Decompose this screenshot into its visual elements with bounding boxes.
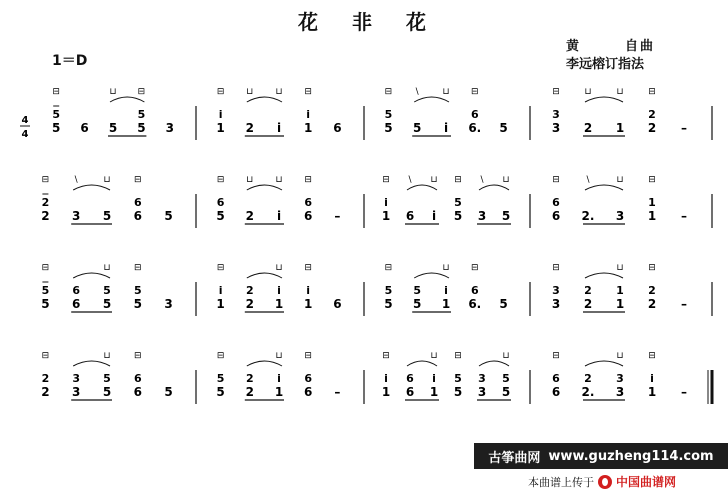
- fingering-mark: ⊟: [134, 263, 142, 273]
- slur-mark: [414, 273, 449, 278]
- fingering-mark: ⊔: [502, 351, 510, 361]
- fingering-mark: ⊔: [246, 87, 254, 97]
- slur-mark: [479, 185, 509, 190]
- score-note: 3: [615, 385, 625, 399]
- score-note: 3: [165, 121, 174, 135]
- score-note: 6: [133, 385, 142, 399]
- fingering-mark: ⊟: [216, 351, 225, 361]
- score-note: 2: [245, 121, 254, 135]
- score-note: 2: [647, 121, 657, 135]
- slur-mark: [407, 361, 437, 366]
- slur-mark: [585, 97, 623, 102]
- score-note: 2: [583, 297, 593, 311]
- harmony-note: 5: [133, 284, 142, 297]
- harmony-note: 5: [413, 284, 422, 297]
- score-note: 6: [551, 385, 561, 399]
- fingering-mark: ⊟: [471, 87, 479, 97]
- fingering-mark: ⊟: [471, 263, 479, 273]
- harmony-note: 5: [41, 284, 50, 297]
- score-note: 5: [413, 121, 422, 135]
- fingering-mark: ⊟: [384, 87, 393, 97]
- score-note: 2: [245, 297, 254, 311]
- harmony-note: 2: [584, 284, 592, 297]
- harmony-note: 5: [502, 372, 510, 385]
- composer-name: 黄: [566, 39, 582, 54]
- fingering-mark: \: [415, 87, 419, 97]
- harmony-note: 6: [470, 284, 479, 297]
- score-note: 1: [274, 385, 284, 399]
- logo-text: 中国曲谱网: [616, 475, 677, 489]
- harmony-note: i: [384, 372, 388, 385]
- harmony-note: 3: [478, 372, 486, 385]
- slur-mark: [407, 185, 437, 190]
- score-note: –: [334, 209, 341, 223]
- score-note: 5: [384, 297, 393, 311]
- fingering-mark: \: [480, 175, 484, 185]
- harmony-note: 2: [41, 196, 50, 209]
- fingering-mark: ⊔: [584, 87, 592, 97]
- harmony-note: i: [306, 284, 311, 297]
- fingering-mark: ⊟: [134, 351, 142, 361]
- score-note: 5: [102, 209, 112, 223]
- fingering-mark: ⊟: [304, 87, 312, 97]
- slur-mark: [73, 273, 110, 278]
- harmony-note: 5: [103, 372, 111, 385]
- score-note: –: [681, 297, 687, 311]
- score-note: 2.: [581, 385, 595, 399]
- fingering-mark: ⊟: [552, 351, 560, 361]
- fingering-mark: \: [74, 175, 78, 185]
- upload-label: 本曲谱上传于: [528, 475, 594, 489]
- score-note: i: [443, 121, 449, 135]
- slur-mark: [110, 97, 144, 102]
- score-note: 6: [551, 209, 561, 223]
- harmony-note: 3: [552, 108, 560, 121]
- fingering-mark: \: [408, 175, 412, 185]
- slur-mark: [247, 361, 282, 366]
- harmony-note: 5: [454, 196, 462, 209]
- score-note: 3: [551, 297, 561, 311]
- score-note: 5: [384, 121, 393, 135]
- fingering-mark: ⊟: [648, 351, 656, 361]
- harmony-note: 3: [616, 372, 624, 385]
- harmony-note: i: [277, 372, 281, 385]
- score-note: 1: [429, 385, 439, 399]
- fingering-mark: ⊟: [382, 175, 390, 185]
- slur-mark: [247, 97, 282, 102]
- score-note: 3: [477, 209, 487, 223]
- fingering-mark: ⊔: [275, 263, 283, 273]
- fingering-mark: ⊟: [552, 175, 560, 185]
- harmony-note: 3: [552, 284, 560, 297]
- fingering-mark: ⊔: [616, 263, 624, 273]
- composer-note: 自曲: [625, 39, 656, 54]
- harmony-note: 6: [470, 108, 479, 121]
- fingering-mark: ⊟: [41, 351, 50, 361]
- score-note: 1: [381, 209, 391, 223]
- fingering-mark: ⊟: [41, 263, 50, 273]
- score-note: 5: [133, 297, 142, 311]
- fingering-mark: ⊔: [246, 175, 254, 185]
- site-url: www.guzheng114.com: [548, 448, 714, 464]
- score-note: 5: [137, 121, 146, 135]
- slur-mark: [585, 361, 623, 366]
- fingering-mark: ⊔: [616, 351, 624, 361]
- score-note: 6: [304, 385, 313, 399]
- score-note: –: [681, 121, 687, 135]
- score-note: 5: [164, 209, 173, 223]
- harmony-note: i: [218, 284, 223, 297]
- harmony-note: 6: [133, 372, 142, 385]
- score-note: 1: [216, 121, 225, 135]
- harmony-note: 3: [72, 372, 81, 385]
- score-note: 2: [647, 297, 657, 311]
- score-note: 5: [501, 385, 511, 399]
- score-note: 2.: [581, 209, 595, 223]
- fingering-mark: ⊟: [552, 87, 560, 97]
- score-note: 3: [551, 121, 561, 135]
- slur-mark: [73, 185, 110, 190]
- score-note: 2: [245, 209, 254, 223]
- time-signature-top: 4: [21, 115, 29, 126]
- harmony-note: 1: [648, 196, 656, 209]
- fingering-mark: ⊔: [502, 175, 510, 185]
- fingering-mark: ⊟: [134, 175, 142, 185]
- score-note: 6: [333, 297, 342, 311]
- fingering-mark: ⊟: [304, 263, 312, 273]
- fingering-mark: ⊟: [648, 263, 656, 273]
- harmony-note: 2: [584, 372, 592, 385]
- harmony-note: 2: [245, 284, 254, 297]
- fingering-mark: ⊔: [442, 87, 450, 97]
- score-note: 5: [164, 385, 173, 399]
- score-note: 6: [333, 121, 342, 135]
- score-note: 1: [615, 297, 625, 311]
- harmony-note: i: [444, 284, 448, 297]
- fingering-mark: ⊟: [216, 87, 225, 97]
- score-note: 1: [381, 385, 391, 399]
- score-note: 2: [245, 385, 254, 399]
- site-banner[interactable]: [474, 443, 728, 469]
- score-note: 5: [501, 209, 511, 223]
- fingering-mark: ⊔: [616, 175, 624, 185]
- harmony-note: 5: [52, 108, 61, 121]
- harmony-note: 2: [41, 372, 50, 385]
- time-signature-bottom: 4: [21, 129, 29, 140]
- score-note: 6: [80, 121, 89, 135]
- fingering-mark: ⊔: [430, 175, 438, 185]
- fingering-mark: ⊔: [103, 351, 111, 361]
- harmony-note: 5: [454, 372, 462, 385]
- fingering-mark: ⊟: [648, 175, 656, 185]
- slur-mark: [247, 273, 282, 278]
- fingering-mark: ⊟: [648, 87, 656, 97]
- harmony-note: 5: [216, 372, 225, 385]
- score-note: 1: [304, 297, 313, 311]
- fingering-mark: ⊟: [454, 351, 462, 361]
- harmony-note: 6: [552, 196, 560, 209]
- harmony-note: 5: [384, 108, 393, 121]
- harmony-note: 2: [245, 372, 254, 385]
- score-note: 1: [304, 121, 313, 135]
- score-note: 1: [647, 385, 657, 399]
- score-note: 2: [41, 385, 50, 399]
- score-note: 6: [405, 385, 415, 399]
- score-note: 5: [216, 209, 225, 223]
- fingering-mark: ⊔: [430, 351, 438, 361]
- harmony-note: 5: [137, 108, 146, 121]
- score-note: 5: [413, 297, 422, 311]
- fingering-mark: ⊔: [103, 263, 111, 273]
- slur-mark: [247, 185, 282, 190]
- score-note: –: [334, 385, 341, 399]
- harmony-note: 6: [72, 284, 81, 297]
- score-note: 6: [304, 209, 313, 223]
- harmony-note: i: [650, 372, 654, 385]
- fingering-mark: ⊔: [103, 175, 111, 185]
- score-note: 6: [405, 209, 415, 223]
- fingering-mark: ⊟: [552, 263, 560, 273]
- score-note: 5: [108, 121, 118, 135]
- upload-credit: [528, 473, 676, 490]
- harmony-note: 6: [552, 372, 560, 385]
- score-note: 1: [274, 297, 284, 311]
- fingering-mark: ⊟: [304, 175, 312, 185]
- harmony-note: 1: [616, 284, 624, 297]
- score-note: 5: [102, 297, 112, 311]
- site-logo-icon: [598, 475, 612, 489]
- score-note: 5: [453, 385, 463, 399]
- harmony-note: i: [218, 108, 223, 121]
- harmony-note: 6: [216, 196, 225, 209]
- score-note: 3: [615, 209, 625, 223]
- fingering-mark: ⊟: [304, 351, 312, 361]
- score-note: 2: [41, 209, 50, 223]
- score-note: 3: [477, 385, 487, 399]
- score-note: 6: [72, 297, 81, 311]
- harmony-note: i: [306, 108, 311, 121]
- page-title: 花非花: [298, 10, 460, 34]
- fingering-mark: \: [586, 175, 590, 185]
- harmony-note: 2: [648, 108, 656, 121]
- footer-watermark: [474, 443, 728, 499]
- key-signature: 1＝D: [52, 53, 88, 69]
- fingering-mark: ⊔: [442, 263, 450, 273]
- harmony-note: 6: [133, 196, 142, 209]
- score-note: 3: [164, 297, 173, 311]
- fingering-mark: ⊔: [616, 87, 624, 97]
- slur-mark: [585, 185, 623, 190]
- fingering-credit: 李远榕订指法: [566, 57, 645, 72]
- fingering-mark: ⊔: [275, 351, 283, 361]
- harmony-note: 2: [648, 284, 656, 297]
- score-note: 6: [133, 209, 142, 223]
- score-note: 5: [499, 121, 508, 135]
- score-note: –: [681, 209, 687, 223]
- harmony-note: 6: [304, 196, 313, 209]
- slur-mark: [479, 361, 509, 366]
- harmony-note: i: [432, 372, 436, 385]
- score-note: 5: [453, 209, 463, 223]
- score-note: i: [276, 121, 282, 135]
- score-note: i: [276, 209, 282, 223]
- score-note: 5: [52, 121, 61, 135]
- slur-mark: [414, 97, 449, 102]
- score-note: 5: [499, 297, 508, 311]
- fingering-mark: ⊟: [454, 175, 462, 185]
- score-note: i: [431, 209, 437, 223]
- score-note: 5: [216, 385, 225, 399]
- fingering-mark: ⊔: [275, 175, 283, 185]
- score-note: 3: [72, 385, 81, 399]
- score-note: 1: [441, 297, 451, 311]
- score-note: 5: [102, 385, 112, 399]
- score-note: 3: [72, 209, 81, 223]
- fingering-mark: ⊟: [216, 175, 225, 185]
- harmony-note: 5: [103, 284, 111, 297]
- harmony-note: i: [384, 196, 388, 209]
- fingering-mark: ⊟: [137, 87, 146, 97]
- score-note: 6.: [468, 121, 482, 135]
- fingering-mark: ⊟: [382, 351, 390, 361]
- harmony-note: 5: [384, 284, 393, 297]
- score-note: 2: [583, 121, 593, 135]
- score-note: 5: [41, 297, 50, 311]
- slur-mark: [73, 361, 110, 366]
- fingering-mark: ⊟: [384, 263, 393, 273]
- harmony-note: 6: [406, 372, 414, 385]
- score-note: –: [681, 385, 687, 399]
- harmony-note: i: [277, 284, 281, 297]
- score-note: 6.: [468, 297, 482, 311]
- fingering-mark: ⊟: [41, 175, 50, 185]
- fingering-mark: ⊔: [275, 87, 283, 97]
- score-note: 1: [216, 297, 225, 311]
- site-name: 古筝曲网: [488, 450, 541, 466]
- harmony-note: 6: [304, 372, 313, 385]
- score-note: 1: [615, 121, 625, 135]
- fingering-mark: ⊔: [109, 87, 117, 97]
- slur-mark: [585, 273, 623, 278]
- fingering-mark: ⊟: [52, 87, 60, 97]
- score-note: 1: [647, 209, 657, 223]
- fingering-mark: ⊟: [216, 263, 225, 273]
